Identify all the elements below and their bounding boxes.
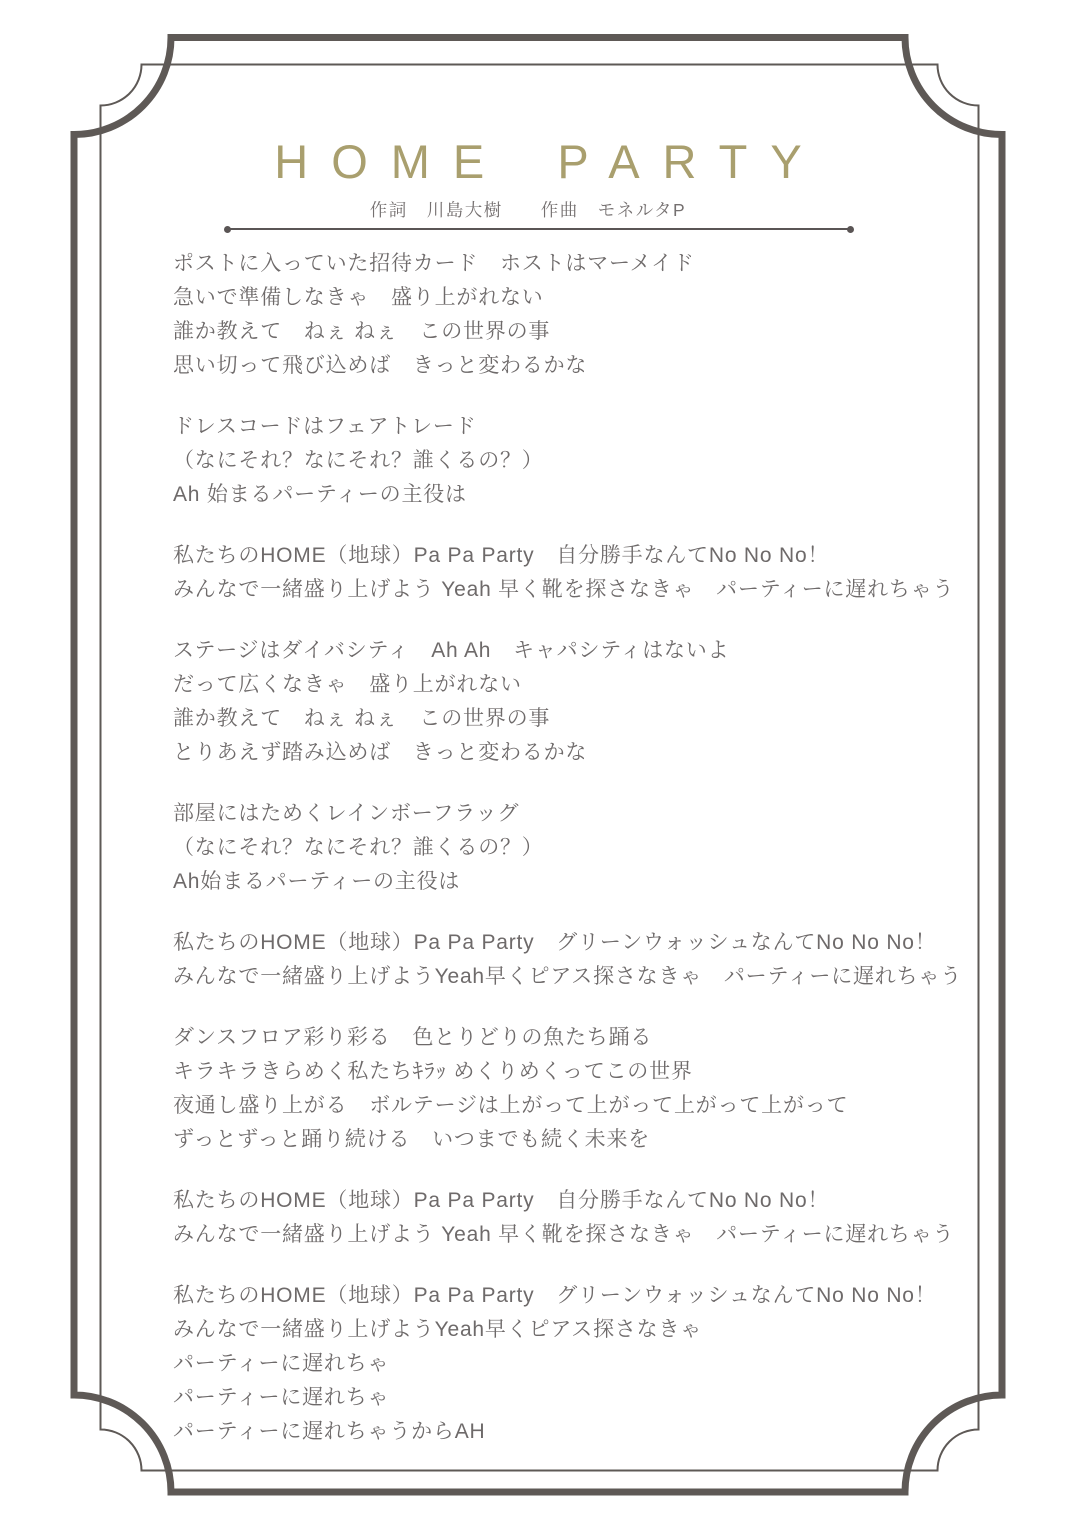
lyric-line: 私たちのHOME（地球）Pa Pa Party グリーンウォッシュなんてNo No No！ bbox=[173, 931, 937, 954]
lyric-line: （なにそれ？なにそれ？誰くるの？） bbox=[173, 449, 544, 472]
title-divider-rule bbox=[227, 228, 851, 230]
lyric-line: Ah始まるパーティーの主役は bbox=[173, 870, 461, 893]
lyric-line: だって広くなきゃ 盛り上がれない bbox=[173, 673, 522, 696]
lyric-line: パーティーに遅れちゃ bbox=[173, 1352, 390, 1375]
stanza bbox=[173, 247, 933, 383]
stanza bbox=[173, 634, 933, 770]
lyric-line: 誰か教えて ねぇ ねぇ この世界の事 bbox=[173, 707, 551, 730]
lyric-line: みんなで一緒盛り上げよう Yeah 早く靴を探さなきゃ パーティーに遅れちゃう bbox=[173, 1223, 955, 1246]
lyric-line: パーティーに遅れちゃ bbox=[173, 1386, 390, 1409]
lyric-line: とりあえず踏み込めば きっと変わるかな bbox=[173, 741, 588, 764]
lyric-line: 夜通し盛り上がる ボルテージは上がって上がって上がって上がって bbox=[173, 1094, 849, 1117]
divider-end-dot-right bbox=[847, 226, 854, 233]
stanza bbox=[173, 1021, 933, 1157]
lyric-line: 私たちのHOME（地球）Pa Pa Party 自分勝手なんてNo No No！ bbox=[173, 1189, 830, 1212]
lyric-line: みんなで一緒盛り上げようYeah早くピアス探さなきゃ パーティーに遅れちゃう bbox=[173, 965, 962, 988]
lyric-line: ポストに入っていた招待カード ホストはマーメイド bbox=[173, 252, 695, 275]
lyric-line: キラキラきらめく私たちｷﾗｯ めくりめくってこの世界 bbox=[173, 1060, 693, 1083]
stanza bbox=[173, 926, 962, 994]
lyric-line: ドレスコードはフェアトレード bbox=[173, 415, 477, 438]
lyric-line: 誰か教えて ねぇ ねぇ この世界の事 bbox=[173, 320, 551, 343]
lyrics bbox=[173, 247, 962, 1476]
lyric-line: 私たちのHOME（地球）Pa Pa Party グリーンウォッシュなんてNo No No！ bbox=[173, 1284, 937, 1307]
lyric-line: みんなで一緒盛り上げよう Yeah 早く靴を探さなきゃ パーティーに遅れちゃう bbox=[173, 578, 955, 601]
stanza bbox=[173, 410, 933, 512]
stanza bbox=[173, 1184, 955, 1252]
lyric-line: パーティーに遅れちゃうからAH bbox=[173, 1420, 486, 1443]
lyric-line: Ah 始まるパーティーの主役は bbox=[173, 483, 467, 506]
lyric-line: 私たちのHOME（地球）Pa Pa Party 自分勝手なんてNo No No！ bbox=[173, 544, 830, 567]
stanza bbox=[173, 1279, 937, 1449]
lyric-line: みんなで一緒盛り上げようYeah早くピアス探さなきゃ bbox=[173, 1318, 703, 1341]
song-title: HOME PARTY bbox=[274, 135, 825, 188]
stanza bbox=[173, 797, 933, 899]
divider-end-dot-left bbox=[224, 226, 231, 233]
credits-line: 作詞 川島大樹 作曲 モネルタP bbox=[369, 200, 687, 220]
lyric-line: 急いで準備しなきゃ 盛り上がれない bbox=[173, 286, 544, 309]
lyric-line: 思い切って飛び込めば きっと変わるかな bbox=[173, 354, 588, 377]
stanza bbox=[173, 539, 955, 607]
lyric-line: （なにそれ？なにそれ？誰くるの？） bbox=[173, 836, 544, 859]
lyric-line: ダンスフロア彩り彩る 色とりどりの魚たち踊る bbox=[173, 1026, 653, 1049]
lyric-line: 部屋にはためくレインボーフラッグ bbox=[173, 802, 520, 825]
lyric-line: ずっとずっと踊り続ける いつまでも続く未来を bbox=[173, 1128, 651, 1151]
lyric-line: ステージはダイバシティ Ah Ah キャパシティはないよ bbox=[173, 639, 730, 662]
